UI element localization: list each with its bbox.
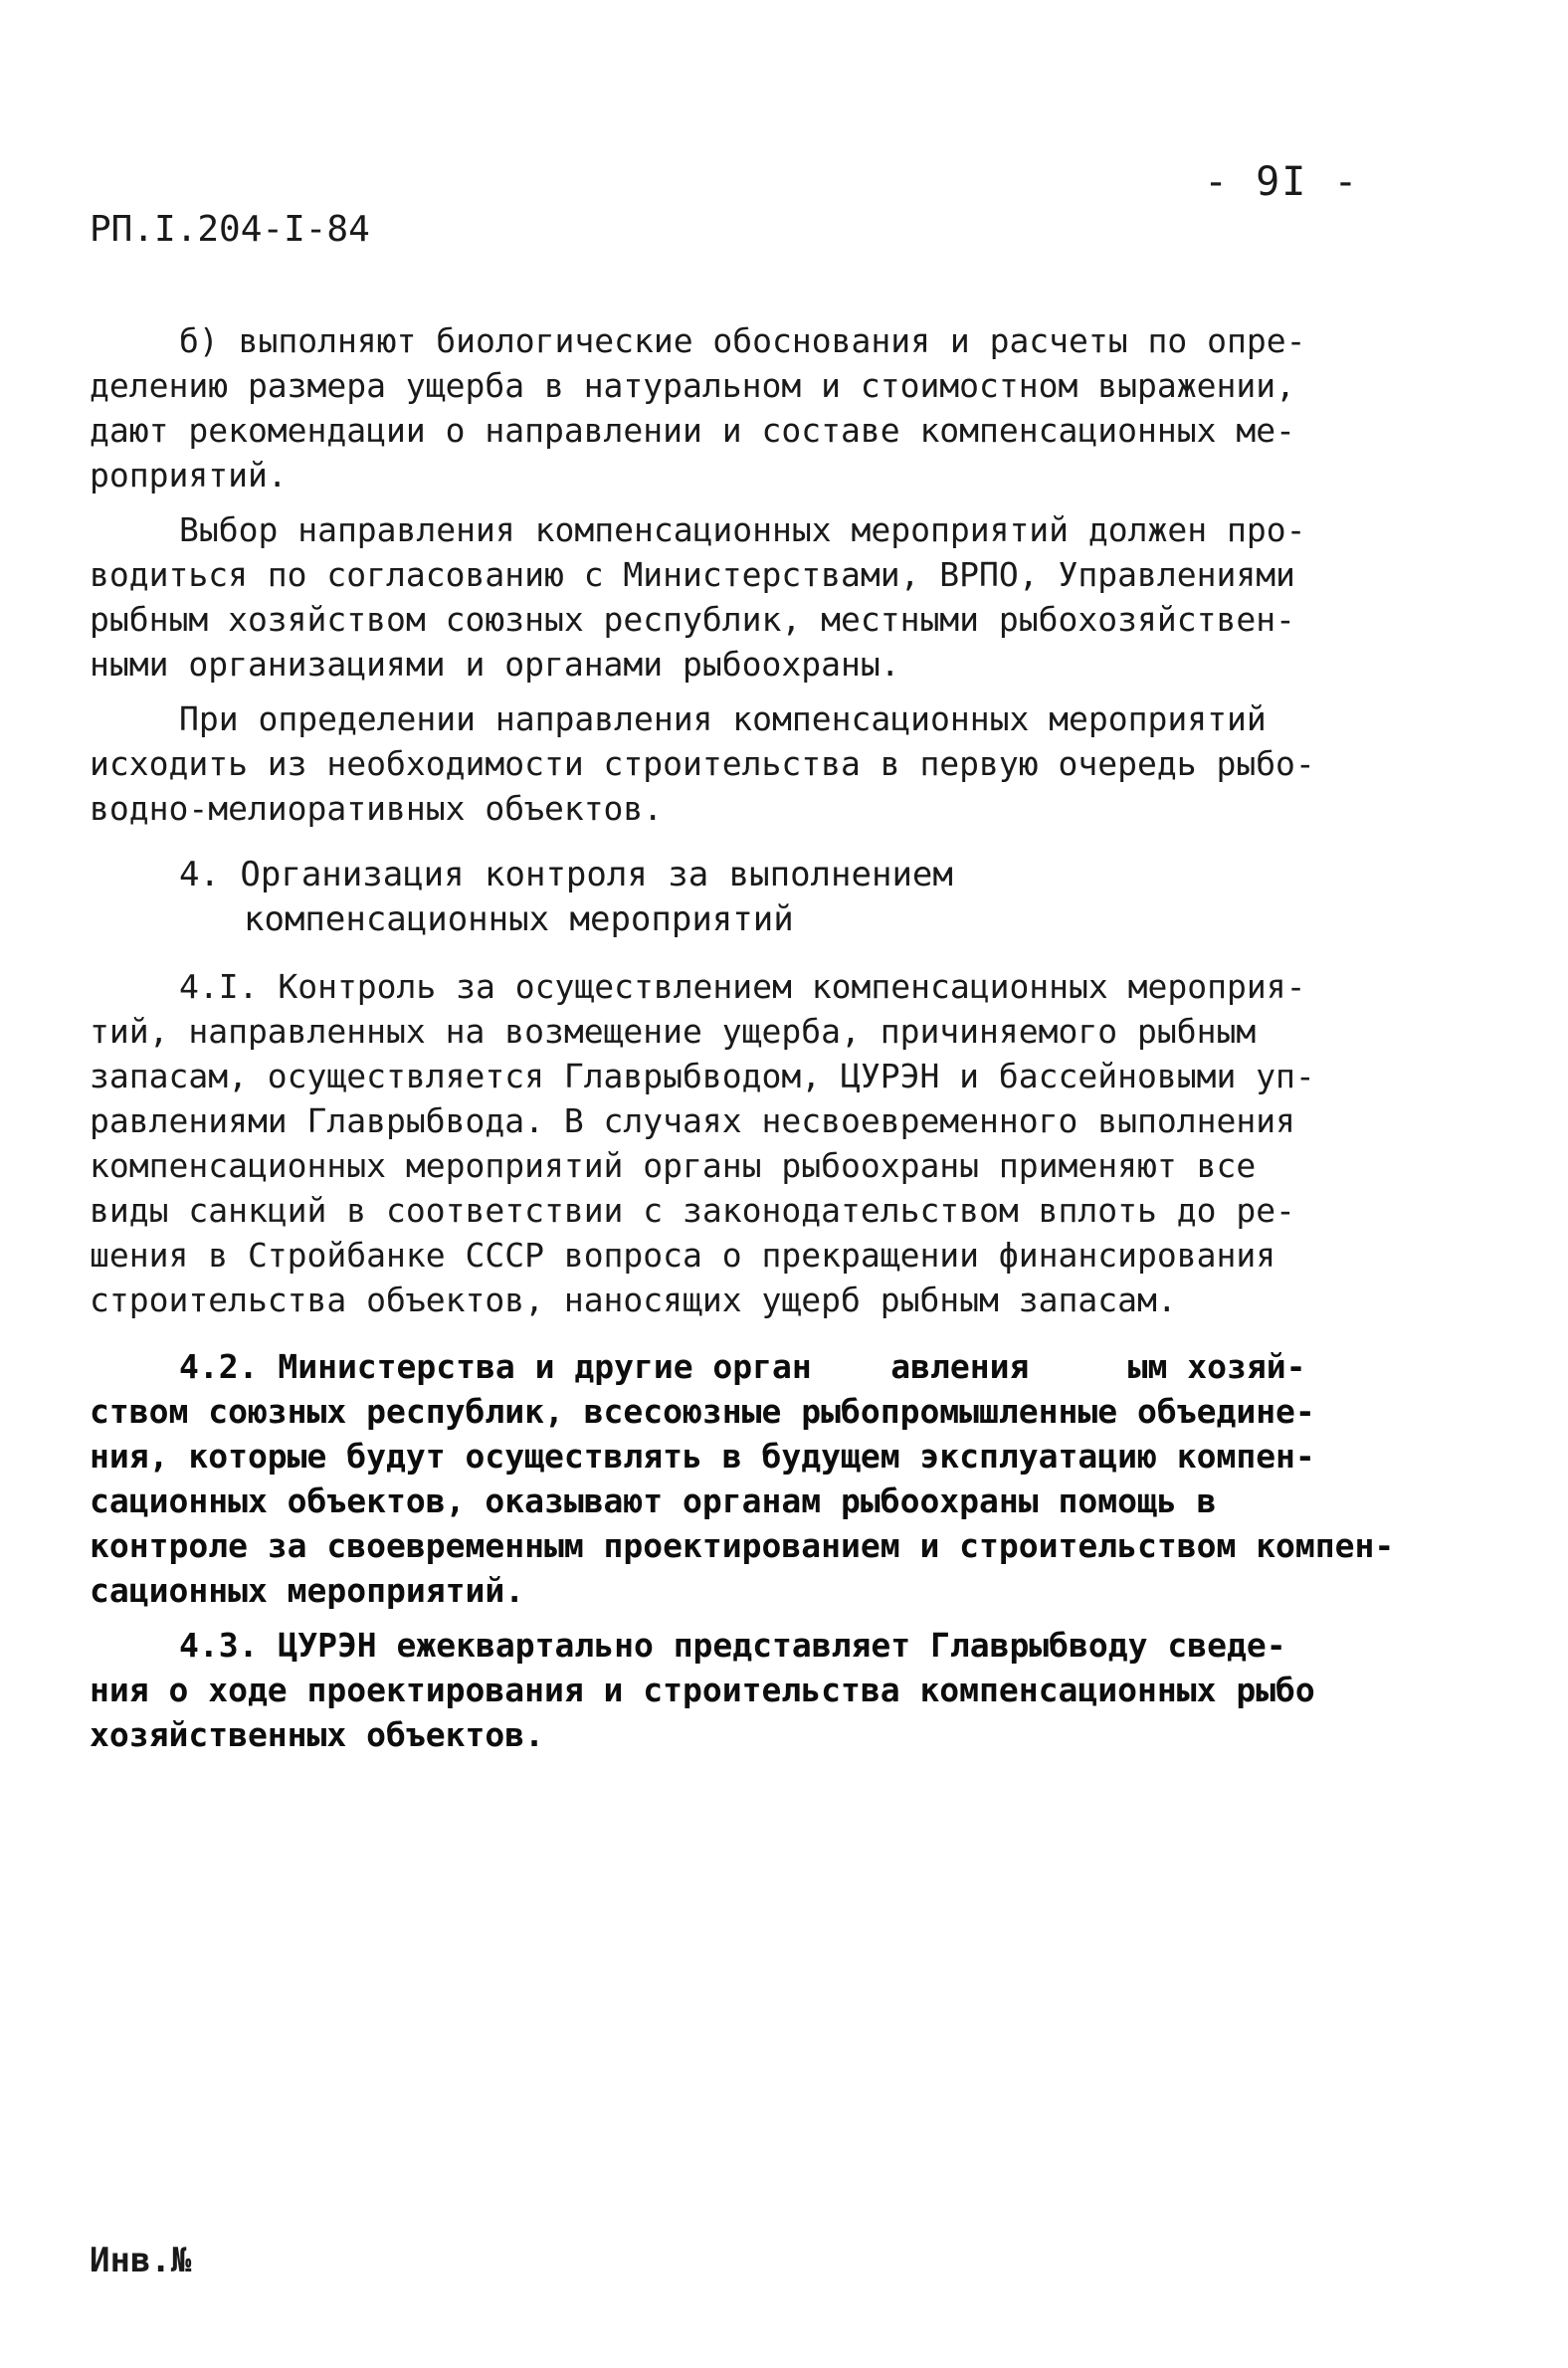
paragraph-b — [90, 318, 1343, 497]
page-number: - 9I - — [1204, 159, 1360, 205]
text-line: ством союзных республик, всесоюзные рыбопромышленные объедине- — [90, 1392, 1315, 1431]
text-line: рыбным хозяйством союзных республик, местными рыбохозяйствен- — [90, 600, 1295, 639]
text-line: ными организациями и органами рыбоохраны. — [90, 645, 900, 684]
text-line: тий, направленных на возмещение ущерба, причиняемого рыбным — [90, 1012, 1257, 1051]
paragraph-4-1 — [90, 964, 1343, 1322]
document-body — [90, 318, 1395, 1757]
text-line: хозяйственных объектов. — [90, 1715, 544, 1754]
text-line: сационных объектов, оказывают органам рыбоохраны помощь в — [90, 1481, 1217, 1520]
text-line: Выбор направления компенсационных мероприятий должен про- — [179, 510, 1306, 549]
text-line: 4.3. ЦУРЭН ежеквартально представляет Главрыбводу сведе- — [179, 1626, 1286, 1665]
text-line: ния, которые будут осуществлять в будущем эксплуатацию компен- — [90, 1437, 1315, 1476]
inventory-number-label: Инв.№ — [90, 2241, 192, 2280]
text-line: шения в Стройбанке СССР вопроса о прекращении финансирования — [90, 1236, 1276, 1275]
text-line: контроле за своевременным проектированием и строительством компен- — [90, 1526, 1395, 1565]
text-line: При определении направления компенсационных мероприятий — [179, 699, 1267, 738]
text-line: роприятий. — [90, 456, 288, 494]
paragraph-4-2 — [90, 1344, 1395, 1613]
section-title-continuation: компенсационных мероприятий — [244, 899, 794, 939]
text-line: компенсационных мероприятий органы рыбоохраны применяют все — [90, 1146, 1257, 1185]
text-line: запасам, осуществляется Главрыбводом, ЦУРЭН и бассейновыми уп- — [90, 1057, 1315, 1095]
text-line: ния о ходе проектирования и строительства компенсационных рыбо — [90, 1671, 1315, 1709]
document-code: РП.I.204-I-84 — [90, 209, 370, 250]
section-heading — [90, 853, 1343, 942]
text-line: исходить из необходимости строительства в первую очередь рыбо- — [90, 744, 1315, 783]
section-title: 4. Организация контроля за выполнением — [179, 855, 953, 894]
text-line: дают рекомендации о направлении и составе компенсационных ме- — [90, 411, 1295, 450]
text-line: строительства объектов, наносящих ущерб рыбным запасам. — [90, 1281, 1177, 1319]
text-line: 4.I. Контроль за осуществлением компенсационных мероприя- — [179, 967, 1306, 1006]
text-line: делению размера ущерба в натуральном и стоимостном выражении, — [90, 366, 1295, 405]
text-line: б) выполняют биологические обоснования и расчеты по опре- — [179, 321, 1306, 360]
text-line: сационных мероприятий. — [90, 1571, 525, 1610]
text-line: водно-мелиоративных объектов. — [90, 789, 664, 828]
text-line: виды санкций в соответствии с законодательством вплоть до ре- — [90, 1191, 1295, 1230]
text-line: равлениями Главрыбвода. В случаях несвоевременного выполнения — [90, 1101, 1295, 1140]
paragraph-choice — [90, 507, 1343, 687]
paragraph-4-3 — [90, 1623, 1343, 1757]
paragraph-determination — [90, 696, 1343, 831]
text-line: водиться по согласованию с Министерствами, ВРПО, Управлениями — [90, 555, 1295, 594]
text-line: 4.2. Министерства и другие орган авления ым хозяй- — [179, 1347, 1306, 1386]
